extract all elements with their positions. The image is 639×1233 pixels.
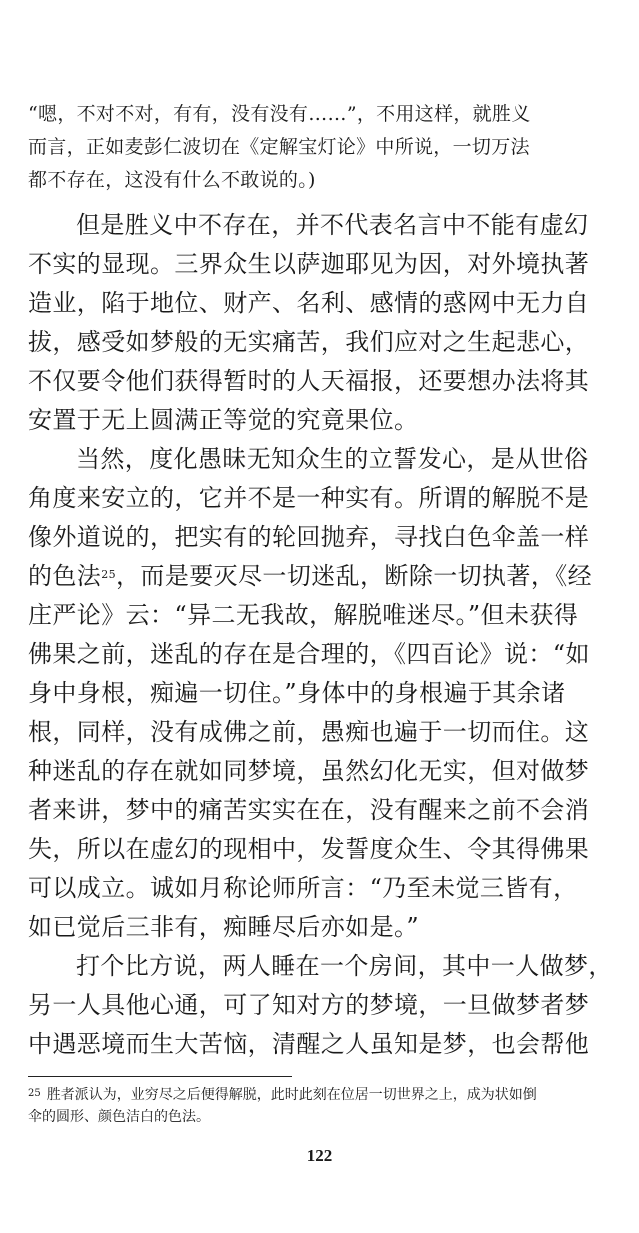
footnote-divider (28, 1076, 292, 1077)
paragraph-2-line: 可以成立。诚如月称论师所言：“乃至未觉三皆有， (28, 874, 578, 902)
parenthetical-note (28, 98, 618, 197)
footnote-text: 胜者派认为，业穷尽之后便得解脱，此时此刻在位居一切世界之上，成为状如倒 (46, 1087, 537, 1103)
note-line: “嗯，不对不对，有有，没有没有……”，不用这样，就胜义 (28, 103, 531, 125)
paragraph-2-line: 失，所以在虚幻的现相中，发誓度众生、令其得佛果 (28, 835, 590, 863)
note-line: 都不存在，这没有什么不敢说的。) (28, 169, 316, 191)
paragraph-2-line: 庄严论》云：“异二无我故，解脱唯迷尽。”但未获得 (28, 601, 579, 629)
paragraph-2-line: 佛果之前，迷乱的存在是合理的，《四百论》说：“如 (28, 640, 590, 668)
paragraph-2-line: 种迷乱的存在就如同梦境，虽然幻化无实，但对做梦 (28, 757, 590, 785)
paragraph-2-line: 像外道说的，把实有的轮回抛弃，寻找白色伞盖一样 (28, 523, 590, 551)
footnote-number: 25 (28, 1088, 41, 1099)
paragraph-3-line: 打个比方说，两人睡在一个房间，其中一人做梦， (76, 952, 613, 980)
paragraph-2-line: 者来讲，梦中的痛苦实实在在，没有醒来之前不会消 (28, 796, 590, 824)
note-line: 而言，正如麦彭仁波切在《定解宝灯论》中所说，一切万法 (28, 136, 530, 158)
paragraph-2-line: 身中身根，痴遍一切住。”身体中的身根遍于其余诸 (28, 679, 566, 707)
page-number: 122 (306, 1146, 333, 1165)
paragraph-2-line-tail: ，而是要灭尽一切迷乱，断除一切执著，《经 (116, 562, 593, 590)
footnote-line (28, 1084, 618, 1106)
paragraph-2-line: 根，同样，没有成佛之前，愚痴也遍于一切而住。这 (28, 718, 590, 746)
paragraph-3-line: 中遇恶境而生大苦恼，清醒之人虽知是梦，也会帮他 (28, 1030, 590, 1058)
paragraph-1-line: 造业，陷于地位、财产、名利、感情的惑网中无力自 (28, 289, 590, 317)
footnote-line: 伞的圆形、颜色洁白的色法。 (28, 1109, 210, 1125)
paragraph-2-line: 如已觉后三非有，痴睡尽后亦如是。” (28, 913, 420, 941)
paragraph-1-line: 不实的显现。三界众生以萨迦耶见为因，对外境执著 (28, 250, 590, 278)
paragraph-1-line: 安置于无上圆满正等觉的究竟果位。 (28, 406, 419, 434)
paragraph-2-line: 当然，度化愚昧无知众生的立誓发心，是从世俗 (76, 445, 589, 473)
paragraph-2-line (28, 557, 620, 596)
footnote (28, 1084, 618, 1128)
paragraph-2-line-head: 的色法 (28, 562, 102, 590)
paragraph-1-line: 拔，感受如梦般的无实痛苦，我们应对之生起悲心， (28, 328, 590, 356)
paragraph-3-line: 另一人具他心通，可了知对方的梦境，一旦做梦者梦 (28, 991, 590, 1019)
footnote-reference[interactable]: 25 (101, 568, 117, 581)
paragraph-2-line: 角度来安立的，它并不是一种实有。所谓的解脱不是 (28, 484, 590, 512)
paragraph-1-line: 不仅要令他们获得暂时的人天福报，还要想办法将其 (28, 367, 590, 395)
main-text (28, 206, 620, 1064)
paragraph-1-line: 但是胜义中不存在，并不代表名言中不能有虚幻 (76, 211, 589, 239)
